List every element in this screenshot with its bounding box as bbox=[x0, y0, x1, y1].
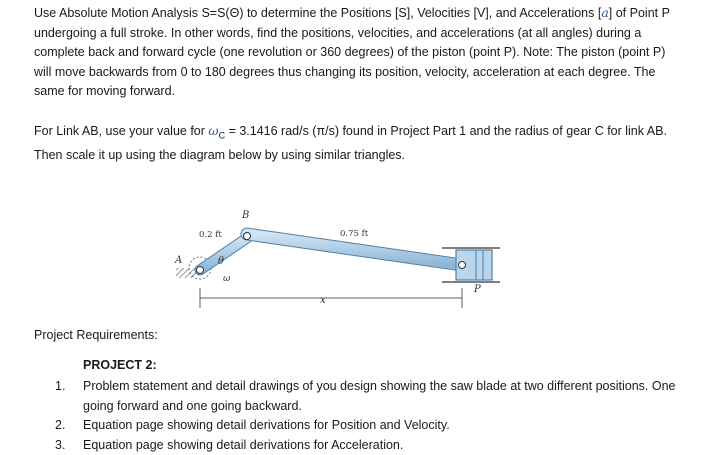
requirement-item bbox=[52, 416, 682, 436]
statement-text-2: ) to determine the Positions [S], Velocities [V], and Accelerations [ bbox=[239, 6, 602, 20]
label-a: A bbox=[175, 255, 183, 266]
requirement-text: Equation page showing detail derivations for Acceleration. bbox=[83, 437, 404, 452]
statement-text-3: ] of Point P undergoing a full stroke. In other words, find the positions, velocities, and accelerations (at all angles) during a complete back and forward cycle (one revolution or 360 degrees) of the piston (point P). Note: The piston (point P) will move backwards from 0 to 180 degrees thus changing its position, velocity, acceleration at each degree. The same for moving forward. bbox=[34, 6, 670, 98]
requirement-item bbox=[52, 377, 682, 416]
label-theta: θ bbox=[218, 256, 225, 267]
pin-a bbox=[197, 267, 204, 274]
requirement-item bbox=[52, 436, 682, 455]
label-crank-length: 0.2 ft bbox=[199, 230, 222, 240]
pin-b bbox=[244, 233, 251, 240]
link-text-1: For Link AB, use your value for bbox=[34, 124, 209, 138]
requirement-number: 2. bbox=[55, 418, 66, 432]
problem-statement bbox=[34, 3, 684, 102]
requirement-text: Problem statement and detail drawings of you design showing the saw blade at two different positions. One going forward and one going backward. bbox=[83, 379, 676, 413]
project-title: PROJECT 2: bbox=[83, 358, 157, 372]
omega-symbol: ω bbox=[208, 123, 219, 138]
label-omega: ω bbox=[223, 274, 231, 284]
requirement-number: 3. bbox=[55, 437, 66, 452]
label-b: B bbox=[242, 210, 250, 221]
link-text-2: = 3.1416 rad/s (π/s) found in Project Part 1 and the radius of gear C for link AB. Then scale it up using the diagram below by using similar triangles. bbox=[34, 124, 667, 162]
requirement-text: Equation page showing detail derivations for Position and Velocity. bbox=[83, 418, 450, 432]
requirement-number: 1. bbox=[55, 379, 66, 393]
slider-crank-diagram bbox=[172, 200, 502, 315]
pin-p bbox=[459, 262, 466, 269]
theta-symbol: Θ bbox=[229, 6, 240, 20]
omega-subscript: C bbox=[218, 130, 226, 141]
requirements-heading: Project Requirements: bbox=[34, 328, 158, 342]
statement-text-1: Use Absolute Motion Analysis S=S( bbox=[34, 6, 230, 20]
requirements-list bbox=[52, 377, 682, 455]
link-instructions bbox=[34, 121, 684, 166]
label-rod-length: 0.75 ft bbox=[340, 229, 369, 239]
acceleration-symbol: a bbox=[601, 5, 609, 20]
label-x: x bbox=[320, 295, 326, 306]
label-p: P bbox=[474, 284, 481, 295]
